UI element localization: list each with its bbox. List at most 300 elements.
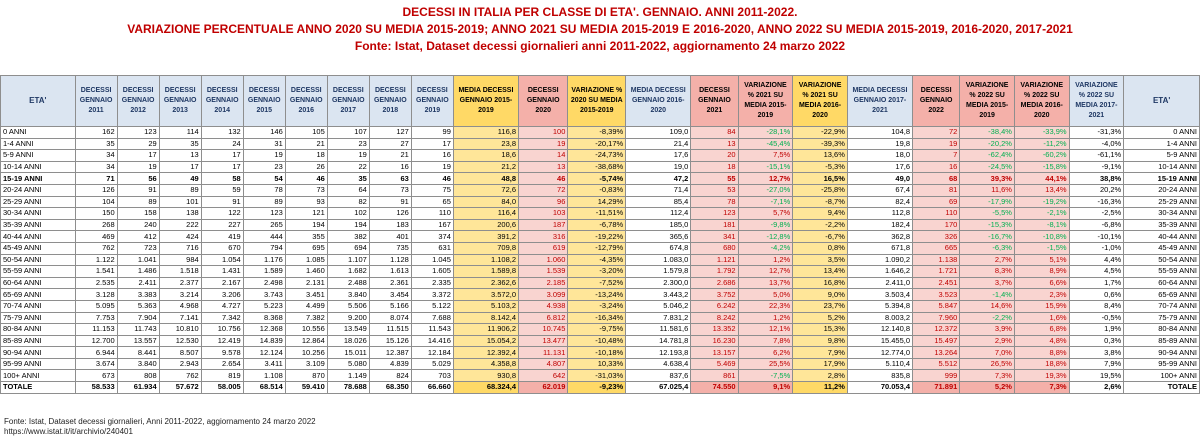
age-label: 0 ANNI	[1124, 127, 1200, 139]
table-cell: 794	[243, 242, 285, 254]
column-header: ETA'	[1, 76, 76, 127]
table-cell: 4.968	[159, 300, 201, 312]
table-cell: 3.752	[691, 289, 738, 301]
table-cell: 4.499	[285, 300, 327, 312]
table-cell: 2.451	[913, 277, 960, 289]
age-label: 35-39 ANNI	[1124, 219, 1200, 231]
table-cell: 81	[913, 184, 960, 196]
table-cell: 23	[327, 138, 369, 150]
table-cell: 13	[519, 161, 568, 173]
table-cell: 11.581,6	[626, 324, 691, 336]
table-cell: 674,8	[626, 242, 691, 254]
age-label: 85-89 ANNI	[1, 335, 76, 347]
table-row	[1, 300, 1200, 312]
table-cell: -12,79%	[568, 242, 626, 254]
column-header: VARIAZIONE % 2021 SU MEDIA 2016-2020	[793, 76, 848, 127]
table-cell: 17,6	[847, 161, 912, 173]
table-cell: 15.011	[327, 347, 369, 359]
table-cell: 29	[117, 138, 159, 150]
table-cell: 71.891	[913, 382, 960, 394]
table-cell: -31,03%	[568, 370, 626, 382]
table-cell: 419	[201, 231, 243, 243]
column-header: DECESSI GENNAIO 2015	[243, 76, 285, 127]
table-cell: 13,7%	[738, 277, 793, 289]
table-cell: -8,7%	[793, 196, 848, 208]
table-cell: 19	[913, 138, 960, 150]
table-cell: 13,4%	[793, 266, 848, 278]
table-cell: 162	[75, 127, 117, 139]
table-cell: 14.781,8	[626, 335, 691, 347]
table-cell: 91	[117, 184, 159, 196]
table-cell: 1.108	[243, 370, 285, 382]
age-label: 55-59 ANNI	[1124, 266, 1200, 278]
table-cell: 102	[327, 208, 369, 220]
table-cell: 3.674	[75, 358, 117, 370]
table-cell: 16	[411, 150, 453, 162]
table-cell: 12.184	[411, 347, 453, 359]
table-cell: 54	[243, 173, 285, 185]
table-cell: 391,2	[453, 231, 518, 243]
age-label: 80-84 ANNI	[1124, 324, 1200, 336]
table-row	[1, 312, 1200, 324]
table-cell: 12.372	[913, 324, 960, 336]
table-cell: -3,24%	[568, 300, 626, 312]
column-header: VARIAZIONE % 2022 SU MEDIA 2017-2021	[1069, 76, 1124, 127]
age-label: 30-34 ANNI	[1124, 208, 1200, 220]
table-cell: 7,9%	[1069, 358, 1124, 370]
table-cell: 5.363	[117, 300, 159, 312]
table-row	[1, 138, 1200, 150]
table-cell: 13.157	[691, 347, 738, 359]
table-row	[1, 289, 1200, 301]
table-cell: 3.099	[519, 289, 568, 301]
table-cell: 716	[159, 242, 201, 254]
table-cell: 13.352	[691, 324, 738, 336]
column-header: VARIAZIONE % 2022 SU MEDIA 2015-2019	[960, 76, 1015, 127]
table-cell: 3.128	[75, 289, 117, 301]
table-cell: 5.122	[411, 300, 453, 312]
table-cell: 12.419	[201, 335, 243, 347]
table-cell: 44,1%	[1014, 173, 1069, 185]
table-cell: 14	[519, 150, 568, 162]
table-cell: -13,24%	[568, 289, 626, 301]
table-cell: 5,2%	[793, 312, 848, 324]
table-cell: 12.124	[243, 347, 285, 359]
table-cell: 1.060	[519, 254, 568, 266]
table-cell: 7,5%	[738, 150, 793, 162]
table-cell: 89	[159, 184, 201, 196]
table-cell: 5.095	[75, 300, 117, 312]
table-cell: 71,4	[626, 184, 691, 196]
table-cell: 3.214	[159, 289, 201, 301]
table-cell: 17	[117, 150, 159, 162]
table-cell: 1.083,0	[626, 254, 691, 266]
table-row	[1, 161, 1200, 173]
table-cell: 15.054,2	[453, 335, 518, 347]
table-cell: -22,9%	[793, 127, 848, 139]
table-cell: 7,0%	[960, 347, 1015, 359]
table-cell: 46	[411, 173, 453, 185]
table-cell: 11.131	[519, 347, 568, 359]
age-label: 5-9 ANNI	[1124, 150, 1200, 162]
table-cell: 13	[159, 150, 201, 162]
total-row	[1, 382, 1200, 394]
table-cell: 824	[369, 370, 411, 382]
table-cell: -33,9%	[1014, 127, 1069, 139]
table-cell: 55	[691, 173, 738, 185]
table-cell: 46	[519, 173, 568, 185]
table-cell: 126	[75, 184, 117, 196]
table-cell: 5.103,2	[453, 300, 518, 312]
table-cell: -8,39%	[568, 127, 626, 139]
table-cell: 0,6%	[1069, 289, 1124, 301]
table-cell: 64	[327, 184, 369, 196]
table-cell: 1.721	[913, 266, 960, 278]
table-cell: 2.686	[691, 277, 738, 289]
column-header: DECESSI GENNAIO 2017	[327, 76, 369, 127]
table-cell: 861	[691, 370, 738, 382]
table-cell: 1.589,8	[453, 266, 518, 278]
table-cell: 268	[75, 219, 117, 231]
table-cell: -2,1%	[1014, 208, 1069, 220]
table-cell: 34	[75, 150, 117, 162]
table-cell: 132	[201, 127, 243, 139]
table-cell: 12.387	[369, 347, 411, 359]
table-cell: 1.460	[285, 266, 327, 278]
age-label: 90-94 ANNI	[1124, 347, 1200, 359]
table-cell: 3.743	[243, 289, 285, 301]
table-cell: 4.727	[201, 300, 243, 312]
table-cell: 12.864	[285, 335, 327, 347]
age-label: 50-54 ANNI	[1124, 254, 1200, 266]
age-label: 60-64 ANNI	[1, 277, 76, 289]
table-cell: 2.943	[159, 358, 201, 370]
table-cell: 13,6%	[793, 150, 848, 162]
table-cell: 2,3%	[1014, 289, 1069, 301]
table-cell: 1.682	[327, 266, 369, 278]
table-cell: -20,2%	[960, 138, 1015, 150]
table-cell: 703	[411, 370, 453, 382]
table-cell: 1.122	[75, 254, 117, 266]
table-cell: 109,0	[626, 127, 691, 139]
table-cell: -0,83%	[568, 184, 626, 196]
table-cell: 19,8	[847, 138, 912, 150]
table-cell: 1.107	[327, 254, 369, 266]
title-line-2: VARIAZIONE PERCENTUALE ANNO 2020 SU MEDIA 2015-2019; ANNO 2021 SU MEDIA 2015-2019 E 2016-2020, ANNO 2022 SU MEDIA 2015-2019, 2016-2020, 2017-2021	[127, 22, 1073, 36]
table-cell: -2,2%	[960, 312, 1015, 324]
table-cell: 762	[159, 370, 201, 382]
table-cell: 5.029	[411, 358, 453, 370]
table-cell: 71	[75, 173, 117, 185]
table-row	[1, 231, 1200, 243]
table-cell: 138	[159, 208, 201, 220]
table-cell: -16,7%	[960, 231, 1015, 243]
mortality-table	[0, 75, 1200, 394]
age-label: 25-29 ANNI	[1, 196, 76, 208]
table-cell: 3.443,2	[626, 289, 691, 301]
table-cell: -15,3%	[960, 219, 1015, 231]
table-cell: 8,4%	[1069, 300, 1124, 312]
table-cell: 11,6%	[960, 184, 1015, 196]
age-label: 90-94 ANNI	[1, 347, 76, 359]
table-cell: 1.138	[913, 254, 960, 266]
table-cell: 62.019	[519, 382, 568, 394]
age-label: 75-79 ANNI	[1, 312, 76, 324]
table-cell: 6,8%	[1014, 324, 1069, 336]
table-cell: 126	[369, 208, 411, 220]
table-cell: 21,2	[453, 161, 518, 173]
table-cell: 1.108,2	[453, 254, 518, 266]
table-cell: 5.080	[327, 358, 369, 370]
table-cell: 9,4%	[793, 208, 848, 220]
table-row	[1, 184, 1200, 196]
table-cell: -15,1%	[738, 161, 793, 173]
table-cell: 185,0	[626, 219, 691, 231]
table-cell: -7,52%	[568, 277, 626, 289]
table-cell: 5.110,4	[847, 358, 912, 370]
table-cell: -6,3%	[960, 242, 1015, 254]
table-cell: 3,8%	[1069, 347, 1124, 359]
table-cell: 1.613	[369, 266, 411, 278]
age-label: 10-14 ANNI	[1124, 161, 1200, 173]
age-label: 85-89 ANNI	[1124, 335, 1200, 347]
table-cell: 13.557	[117, 335, 159, 347]
table-cell: -24,73%	[568, 150, 626, 162]
column-header: DECESSI GENNAIO 2014	[201, 76, 243, 127]
age-label: 40-44 ANNI	[1124, 231, 1200, 243]
table-cell: 680	[691, 242, 738, 254]
table-cell: 11.906,2	[453, 324, 518, 336]
table-cell: 78	[243, 184, 285, 196]
age-label: 1-4 ANNI	[1124, 138, 1200, 150]
table-cell: -62,4%	[960, 150, 1015, 162]
table-cell: 835,8	[847, 370, 912, 382]
table-cell: 68	[913, 173, 960, 185]
table-cell: 374	[411, 231, 453, 243]
table-cell: 3,9%	[960, 324, 1015, 336]
table-cell: 78.688	[327, 382, 369, 394]
table-cell: 170	[913, 219, 960, 231]
table-row	[1, 208, 1200, 220]
table-cell: 17	[201, 150, 243, 162]
table-cell: 123	[243, 208, 285, 220]
age-label: 5-9 ANNI	[1, 150, 76, 162]
table-cell: 7.753	[75, 312, 117, 324]
table-cell: 27	[369, 138, 411, 150]
table-cell: -1,4%	[960, 289, 1015, 301]
table-cell: 10.745	[519, 324, 568, 336]
table-cell: 17	[159, 161, 201, 173]
table-cell: 2.300,0	[626, 277, 691, 289]
table-cell: 5,2%	[960, 382, 1015, 394]
table-cell: 5,1%	[1014, 254, 1069, 266]
age-label: 60-64 ANNI	[1124, 277, 1200, 289]
table-cell: 23,8	[453, 138, 518, 150]
table-row	[1, 266, 1200, 278]
table-row	[1, 335, 1200, 347]
table-cell: 5.469	[691, 358, 738, 370]
age-label: 75-79 ANNI	[1124, 312, 1200, 324]
table-cell: 1.128	[369, 254, 411, 266]
table-cell: 110	[411, 208, 453, 220]
table-cell: 75	[411, 184, 453, 196]
table-cell: 39,3%	[960, 173, 1015, 185]
table-cell: 6.944	[75, 347, 117, 359]
table-cell: 808	[117, 370, 159, 382]
table-cell: 11.515	[369, 324, 411, 336]
age-label: 55-59 ANNI	[1, 266, 76, 278]
age-label: 1-4 ANNI	[1, 138, 76, 150]
table-cell: 13,4%	[1014, 184, 1069, 196]
age-label: 100+ ANNI	[1124, 370, 1200, 382]
table-cell: 61.934	[117, 382, 159, 394]
table-cell: 401	[369, 231, 411, 243]
table-cell: 35	[159, 138, 201, 150]
table-cell: 709,8	[453, 242, 518, 254]
table-cell: 67,4	[847, 184, 912, 196]
table-cell: 200,6	[453, 219, 518, 231]
table-cell: 1.149	[327, 370, 369, 382]
table-cell: 18	[285, 150, 327, 162]
table-cell: 3.503,4	[847, 289, 912, 301]
table-cell: 89	[117, 196, 159, 208]
table-cell: 1,2%	[738, 312, 793, 324]
table-cell: 2.335	[411, 277, 453, 289]
table-cell: 670	[201, 242, 243, 254]
table-cell: 1,6%	[1014, 312, 1069, 324]
table-cell: 4.839	[369, 358, 411, 370]
table-cell: 15,9%	[1014, 300, 1069, 312]
table-cell: 23	[243, 161, 285, 173]
table-cell: 984	[159, 254, 201, 266]
table-cell: 7.342	[201, 312, 243, 324]
table-row	[1, 358, 1200, 370]
table-cell: 78	[691, 196, 738, 208]
table-cell: -16,34%	[568, 312, 626, 324]
table-cell: 1,7%	[1069, 277, 1124, 289]
table-cell: 21	[369, 150, 411, 162]
table-cell: 72,6	[453, 184, 518, 196]
table-cell: 3.109	[285, 358, 327, 370]
table-cell: 16	[369, 161, 411, 173]
table-cell: 7	[913, 150, 960, 162]
table-cell: -9,1%	[1069, 161, 1124, 173]
table-cell: 38,8%	[1069, 173, 1124, 185]
table-cell: 58.533	[75, 382, 117, 394]
table-cell: 167	[411, 219, 453, 231]
table-cell: 7,8%	[738, 335, 793, 347]
table-cell: -45,4%	[738, 138, 793, 150]
table-cell: 72	[519, 184, 568, 196]
table-cell: 73	[285, 184, 327, 196]
age-label: 95-99 ANNI	[1, 358, 76, 370]
table-cell: 194	[285, 219, 327, 231]
table-cell: -10,1%	[1069, 231, 1124, 243]
table-cell: 49	[159, 173, 201, 185]
table-cell: 17,9%	[793, 358, 848, 370]
table-cell: -11,51%	[568, 208, 626, 220]
table-cell: 48,8	[453, 173, 518, 185]
table-cell: 22	[327, 161, 369, 173]
table-cell: 1.589	[243, 266, 285, 278]
table-cell: 7.141	[159, 312, 201, 324]
table-cell: -10,48%	[568, 335, 626, 347]
table-cell: 23,7%	[793, 300, 848, 312]
table-cell: 1,2%	[738, 254, 793, 266]
table-cell: 8,8%	[1014, 347, 1069, 359]
table-cell: 14,6%	[960, 300, 1015, 312]
table-cell: 116,4	[453, 208, 518, 220]
table-cell: 146	[243, 127, 285, 139]
table-cell: 1.041	[117, 254, 159, 266]
column-header: DECESSI GENNAIO 2012	[117, 76, 159, 127]
table-cell: 7,3%	[960, 370, 1015, 382]
table-cell: -2,5%	[1069, 208, 1124, 220]
table-cell: 12,7%	[738, 266, 793, 278]
table-cell: 6.812	[519, 312, 568, 324]
table-cell: 999	[913, 370, 960, 382]
table-cell: 11.153	[75, 324, 117, 336]
table-cell: 181	[691, 219, 738, 231]
table-cell: 96	[519, 196, 568, 208]
table-cell: 11.543	[411, 324, 453, 336]
table-cell: 6,6%	[1014, 277, 1069, 289]
table-row	[1, 196, 1200, 208]
table-cell: -19,2%	[1014, 196, 1069, 208]
table-cell: 355	[285, 231, 327, 243]
table-cell: 82	[327, 196, 369, 208]
table-cell: -6,78%	[568, 219, 626, 231]
table-cell: 17,6	[626, 150, 691, 162]
footer	[4, 417, 316, 437]
age-label: 20-24 ANNI	[1, 184, 76, 196]
table-cell: 15.455,0	[847, 335, 912, 347]
table-cell: 122	[201, 208, 243, 220]
table-cell: -31,3%	[1069, 127, 1124, 139]
table-cell: 2.362,6	[453, 277, 518, 289]
table-cell: 227	[201, 219, 243, 231]
table-row	[1, 324, 1200, 336]
table-cell: 2.377	[159, 277, 201, 289]
table-cell: 8,3%	[960, 266, 1015, 278]
table-cell: 123	[117, 127, 159, 139]
table-cell: 5.506	[327, 300, 369, 312]
table-cell: 16.230	[691, 335, 738, 347]
table-cell: 17	[201, 161, 243, 173]
table-cell: 21	[285, 138, 327, 150]
table-cell: 1.792	[691, 266, 738, 278]
table-cell: 1.431	[201, 266, 243, 278]
table-cell: 1.085	[285, 254, 327, 266]
table-cell: 4,4%	[1069, 254, 1124, 266]
table-cell: 9,0%	[793, 289, 848, 301]
table-cell: 100	[519, 127, 568, 139]
table-cell: 8.507	[159, 347, 201, 359]
table-cell: 58.005	[201, 382, 243, 394]
table-cell: -4,2%	[738, 242, 793, 254]
table-cell: 93	[285, 196, 327, 208]
table-cell: -3,20%	[568, 266, 626, 278]
table-cell: 57.672	[159, 382, 201, 394]
table-cell: 19	[243, 150, 285, 162]
table-cell: 19	[519, 138, 568, 150]
table-cell: 5.847	[913, 300, 960, 312]
table-cell: 222	[159, 219, 201, 231]
table-cell: 412	[117, 231, 159, 243]
table-cell: -10,8%	[1014, 231, 1069, 243]
table-cell: 49,0	[847, 173, 912, 185]
footer-link[interactable]: https://www.istat.it/it/archivio/240401	[4, 427, 133, 436]
